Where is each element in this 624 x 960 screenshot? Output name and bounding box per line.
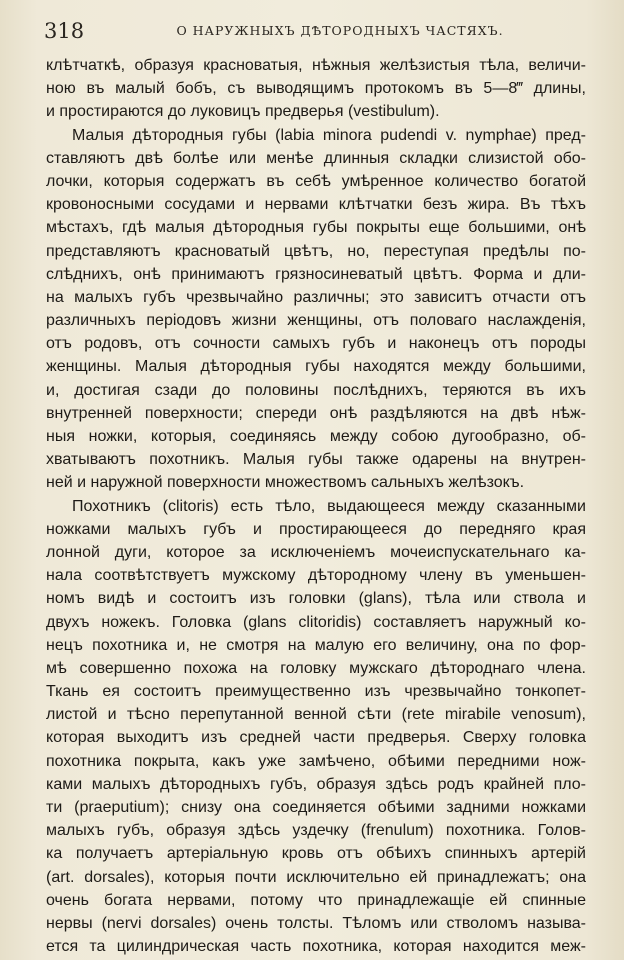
text-line: лочки, которыя содержатъ въ себѣ умѣренное количество богатой xyxy=(46,172,586,190)
text-line: Малыя дѣтородныя губы (labia minora pudendi v. nymphae) пред- xyxy=(72,126,586,144)
text-line: и простираются до луковицъ предверья (vestibulum). xyxy=(46,103,440,121)
text-line: ней и наружной поверхности множествомъ сальныхъ желѣзокъ. xyxy=(46,474,525,492)
text-line: которая выходитъ изъ средней части предверья. Сверху головка xyxy=(46,729,586,747)
text-line: на малыхъ губъ чрезвычайно различны; это зависитъ отчасти отъ xyxy=(46,288,586,306)
running-title: О НАРУЖНЫХЪ ДѢТОРОДНЫХЪ ЧАСТЯХЪ. xyxy=(176,23,504,38)
text-line: мѣстахъ, гдѣ малыя дѣтородныя губы покрыты еще большими, онѣ xyxy=(46,219,586,237)
text-line: ныя ножки, которыя, соединяясь между собою дугообразно, об- xyxy=(46,428,586,445)
text-line: листой и тѣсно перепутанной венной сѣти (rete mirabile venosum), xyxy=(46,706,586,724)
text-line: номъ видѣ и состоитъ изъ головки (glans), тѣла или ствола и xyxy=(46,590,586,608)
text-line: ти (praeputium); снизу она соединяется обѣими задними ножками xyxy=(46,799,586,816)
text-line: кровоносными сосудами и нервами клѣтчатки безъ жира. Въ тѣхъ xyxy=(46,196,586,214)
text-line: женщины. Малыя дѣтородныя губы находятся между большими, xyxy=(46,358,586,376)
text-line: хватываютъ похотникъ. Малыя губы также одарены на внутрен- xyxy=(46,451,586,469)
text-line: различныхъ періодовъ жизни женщины, отъ половаго наслажденія, xyxy=(46,312,586,330)
text-line: двухъ ножекъ. Головка (glans clitoridis) составляетъ наружный ко- xyxy=(46,613,586,631)
text-line: клѣтчаткѣ, образуя красноватыя, нѣжныя желѣзистыя тѣла, величи- xyxy=(46,57,586,74)
body-text xyxy=(46,54,586,958)
page-number: 318 xyxy=(44,19,85,43)
text-line: очень богата нервами, потому что принадлежащіе ей спинные xyxy=(46,891,586,909)
text-line: нервы (nervi dorsales) очень толсты. Тѣломъ или стволомъ называ- xyxy=(46,914,586,932)
text-line: ставляютъ двѣ болѣе или менѣе длинныя складки слизистой обо- xyxy=(46,149,586,167)
text-line: ками малыхъ дѣтородныхъ губъ, образуя здѣсь родъ крайней пло- xyxy=(46,775,586,793)
text-line: похотника покрыта, какъ уже замѣчено, обѣими передними нож- xyxy=(46,752,586,770)
text-line: представляютъ красноватый цвѣтъ, но, переступая предѣлы по- xyxy=(46,242,586,260)
text-line: Ткань ея состоитъ преимущественно изъ чрезвычайно тонкопет- xyxy=(46,683,586,701)
text-line: ножками малыхъ губъ и простирающееся до передняго края xyxy=(46,520,586,538)
text-line: нецъ похотника и, не смотря на малую его величину, она по фор- xyxy=(46,636,586,654)
text-line: Похотникъ (clitoris) есть тѣло, выдающееся между сказанными xyxy=(72,497,586,515)
text-line: (art. dorsales), которыя почти исключительно ей принадлежатъ; она xyxy=(46,868,586,886)
text-line: лонной дуги, которое за исключеніемъ мочеиспускательнаго ка- xyxy=(46,543,586,561)
text-line: ка получаетъ артеріальную кровь отъ обѣихъ спинныхъ артерій xyxy=(46,845,586,863)
text-line: и, достигая сзади до половины послѣднихъ, теряются въ ихъ xyxy=(46,381,586,399)
text-line: слѣднихъ, онѣ принимаютъ грязносиневатый цвѣтъ. Форма и дли- xyxy=(46,265,586,283)
text-line: ется та цилиндрическая часть похотника, которая находится меж- xyxy=(46,938,586,956)
text-line: малыхъ губъ, образуя здѣсь уздечку (frenulum) похотника. Голов- xyxy=(46,822,586,840)
text-line: мѣ совершенно похожа на головку мужскаго дѣтороднаго члена. xyxy=(46,659,586,677)
text-line: нала соотвѣтствуетъ мужскому дѣтородному члену въ уменьшен- xyxy=(46,567,586,585)
text-line: отъ родовъ, отъ сочности самыхъ губъ и наконецъ отъ породы xyxy=(46,335,586,353)
text-line: внутренней поверхности; спереди онѣ раздѣляются на двѣ нѣж- xyxy=(46,404,586,422)
text-line: ною въ малый бобъ, съ выводящимъ протокомъ въ 5—8‴ длины, xyxy=(46,80,586,98)
page-header xyxy=(30,16,594,46)
